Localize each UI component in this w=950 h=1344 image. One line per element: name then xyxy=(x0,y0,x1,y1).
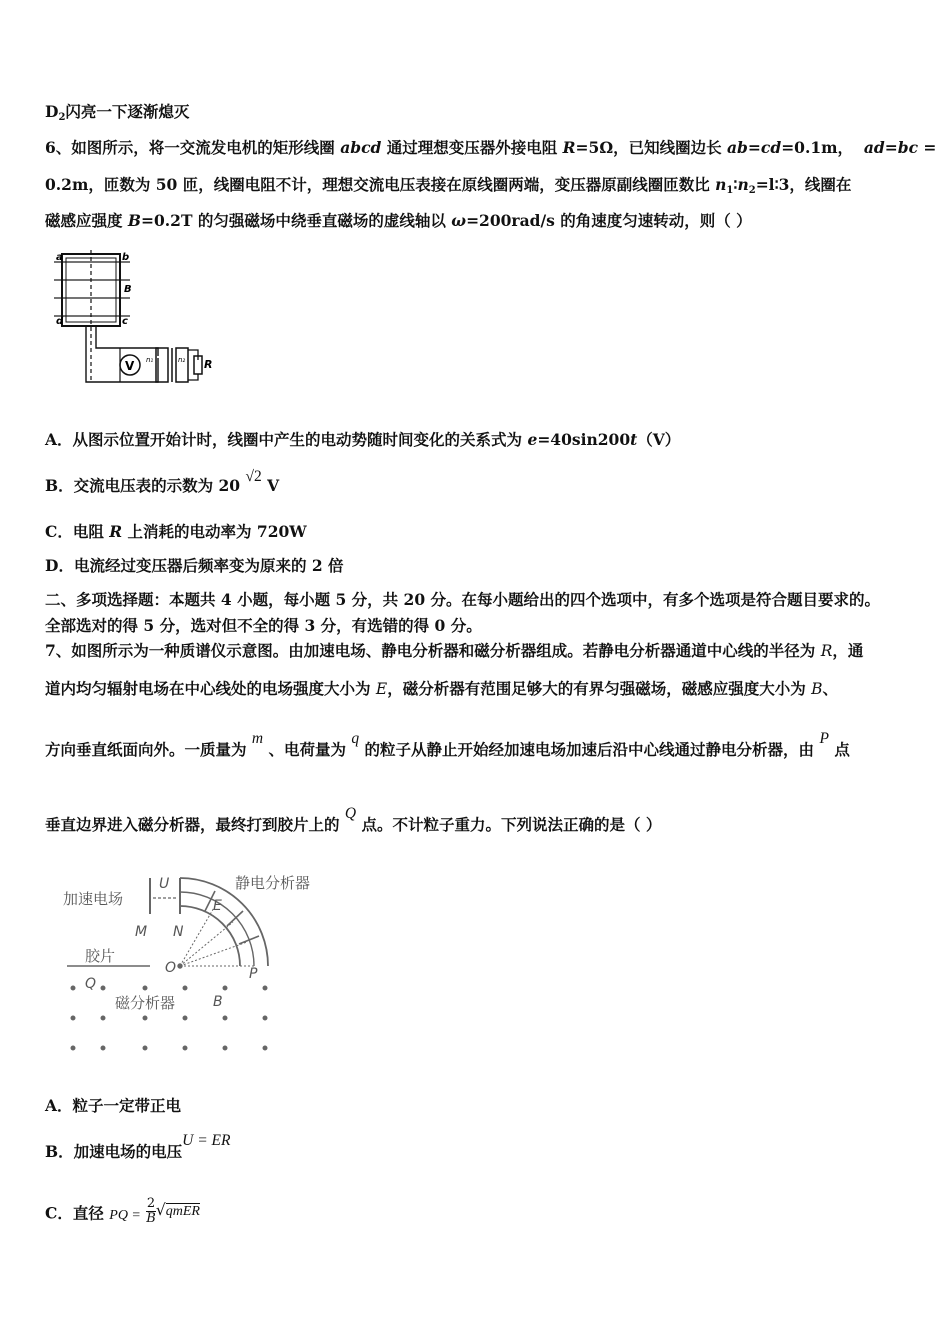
text: = xyxy=(918,138,937,157)
option-letter: B． xyxy=(45,1142,74,1161)
q6-line3 xyxy=(45,211,752,231)
option-text: 电流经过变压器后频率变为原来的 2 倍 xyxy=(73,556,344,575)
label-B: B xyxy=(213,994,223,1010)
analyzer-inner-arc xyxy=(180,906,240,966)
q6-line2 xyxy=(45,175,851,201)
point-O xyxy=(178,964,182,968)
label-film: 胶片 xyxy=(85,947,116,965)
text: （V） xyxy=(637,430,681,449)
radius-1 xyxy=(180,906,215,966)
text: 磁感应强度 xyxy=(45,211,128,230)
q7-line4 xyxy=(45,805,662,836)
option-letter: C． xyxy=(45,522,73,541)
text: B xyxy=(127,211,142,230)
q7-line2 xyxy=(45,679,838,699)
text: =200rad/s 的角速度匀速转动，则（ ） xyxy=(466,211,752,230)
q6-line1 xyxy=(45,138,936,158)
text: ad xyxy=(863,138,885,157)
subscript: 2 xyxy=(748,185,756,196)
label-N: N xyxy=(173,924,184,940)
text: ，通 xyxy=(832,641,864,660)
text: R xyxy=(109,522,123,541)
subscript: 2 xyxy=(58,112,66,123)
option-d-prev xyxy=(45,102,189,128)
text: 道内均匀辐射电场在中心线处的电场强度大小为 xyxy=(45,679,376,698)
fraction-numerator: 2 xyxy=(146,1196,156,1211)
label-b: b xyxy=(122,252,130,263)
text: =40sin200 xyxy=(537,430,631,449)
label-E: E xyxy=(213,898,222,914)
text: =0.1m， xyxy=(781,138,854,157)
text: = xyxy=(747,138,761,157)
generator-circuit-figure xyxy=(48,250,218,390)
label-O: O xyxy=(165,960,177,976)
text: 、 xyxy=(822,679,839,698)
text: 垂直边界进入磁分析器，最终打到胶片上的 xyxy=(45,815,345,834)
label-magnetic: 磁分析器 xyxy=(115,994,176,1012)
label-Q: Q xyxy=(85,976,97,992)
label-n2: n₂ xyxy=(178,356,186,364)
voltmeter-label: V xyxy=(125,359,135,373)
formula-U-ER: U = ER xyxy=(182,1132,231,1149)
option-text: 交流电压表的示数为 20 xyxy=(73,476,246,495)
sqrt-2: √2 xyxy=(245,468,262,485)
text: =0.2T 的匀强磁场中绕垂直磁场的虚线轴以 xyxy=(141,211,452,230)
section2-line1: 二、多项选择题：本题共 4 小题，每小题 5 分，共 20 分。在每小题给出的四个选项中，有多个选项是符合题目要求的。 xyxy=(45,590,881,609)
option-text: 闪亮一下逐渐熄灭 xyxy=(65,102,190,121)
var-PQ: PQ = xyxy=(109,1207,141,1223)
text: ab xyxy=(727,138,748,157)
text: n xyxy=(715,175,727,194)
var-m: m xyxy=(251,730,264,747)
label-R: R xyxy=(204,358,213,371)
var-R: R xyxy=(820,642,833,660)
option-letter: C． xyxy=(45,1203,73,1223)
text: n xyxy=(737,175,749,194)
section2-line2: 全部选对的得 5 分，选对但不全的得 3 分，有选错的得 0 分。 xyxy=(45,616,482,635)
text: 6、如图所示，将一交流发电机的矩形线圈 xyxy=(45,138,341,157)
var-P: P xyxy=(819,730,829,747)
option-letter: A． xyxy=(45,1096,73,1115)
sqrt-sign: √ xyxy=(155,1200,166,1219)
label-n1: n₁ xyxy=(146,356,154,364)
text: 通过理想变压器外接电阻 xyxy=(381,138,563,157)
text: 0.2m，匝数为 50 匝，线圈电阻不计，理想交流电压表接在原线圈两端，变压器原副线圈匝数比 xyxy=(45,175,716,194)
label-M: M xyxy=(135,924,148,940)
text: 的粒子从静止开始经加速电场加速后沿中心线通过静电分析器，由 xyxy=(359,740,820,759)
text: R xyxy=(562,138,576,157)
text: =5Ω，已知线圈边长 xyxy=(575,138,728,157)
text: = xyxy=(884,138,898,157)
text: 点。不计粒子重力。下列说法正确的是（ ） xyxy=(356,815,662,834)
q7-line3 xyxy=(45,730,850,761)
q7-line1 xyxy=(45,641,863,661)
text: V xyxy=(261,476,280,495)
option-text: 直径 xyxy=(72,1203,104,1223)
text: =l∶3，线圈在 xyxy=(755,175,852,194)
text: ，磁分析器有范围足够大的有界匀强磁场，磁感应强度大小为 xyxy=(387,679,812,698)
label-a: a xyxy=(56,252,63,263)
var-q: q xyxy=(351,730,360,747)
option-letter: B． xyxy=(45,476,74,495)
option-text: 从图示位置开始计时，线圈中产生的电动势随时间变化的关系式为 xyxy=(72,430,528,449)
text: abcd xyxy=(340,138,382,157)
transformer-secondary xyxy=(176,348,188,382)
mass-spectrometer-figure xyxy=(55,866,345,1066)
label-B: B xyxy=(124,284,132,295)
text: bc xyxy=(897,138,919,157)
q6-option-a xyxy=(45,430,680,450)
text: ∶ xyxy=(733,175,738,194)
fraction xyxy=(146,1197,156,1226)
q6-option-d xyxy=(45,556,344,576)
q6-option-b xyxy=(45,468,280,497)
text: 方向垂直纸面向外。一质量为 xyxy=(45,740,252,759)
label-P: P xyxy=(249,966,258,982)
var-E: E xyxy=(375,680,388,698)
field-lines xyxy=(54,262,130,316)
radius-2 xyxy=(180,922,233,966)
text: 、电荷量为 xyxy=(263,740,352,759)
option-letter: A． xyxy=(45,430,73,449)
label-c: c xyxy=(122,316,128,327)
subscript: 1 xyxy=(726,185,734,196)
option-text: 粒子一定带正电 xyxy=(72,1096,182,1115)
lead-wire-1 xyxy=(86,326,158,382)
label-accel: 加速电场 xyxy=(63,890,124,908)
option-letter: D xyxy=(45,102,59,121)
lead-wire-2 xyxy=(96,326,158,356)
secondary-wire-2 xyxy=(188,374,198,380)
label-U: U xyxy=(159,876,170,892)
q7-option-a xyxy=(45,1096,181,1116)
text: t xyxy=(630,430,638,449)
var-B: B xyxy=(811,680,823,698)
secondary-wire xyxy=(188,350,198,360)
sqrt-radicand: qmER xyxy=(165,1203,200,1219)
text: e xyxy=(527,430,538,449)
option-letter: D． xyxy=(45,556,74,575)
text: 点 xyxy=(828,740,850,759)
fraction-denominator: B xyxy=(146,1211,156,1226)
q6-option-c xyxy=(45,522,307,542)
q7-option-b xyxy=(45,1132,231,1163)
text: ω xyxy=(451,211,467,230)
text: 7、如图所示为一种质谱仪示意图。由加速电场、静电分析器和磁分析器组成。若静电分析器通道中心线的半径为 xyxy=(45,641,821,660)
var-Q: Q xyxy=(344,805,357,822)
q7-option-c xyxy=(45,1196,200,1229)
label-d: d xyxy=(56,316,64,327)
radius-3 xyxy=(180,942,247,966)
option-text: 加速电场的电压 xyxy=(73,1142,183,1161)
text: cd xyxy=(760,138,782,157)
option-text: 电阻 xyxy=(72,522,110,541)
label-static: 静电分析器 xyxy=(235,874,311,892)
text: 上消耗的电动率为 720W xyxy=(122,522,307,541)
